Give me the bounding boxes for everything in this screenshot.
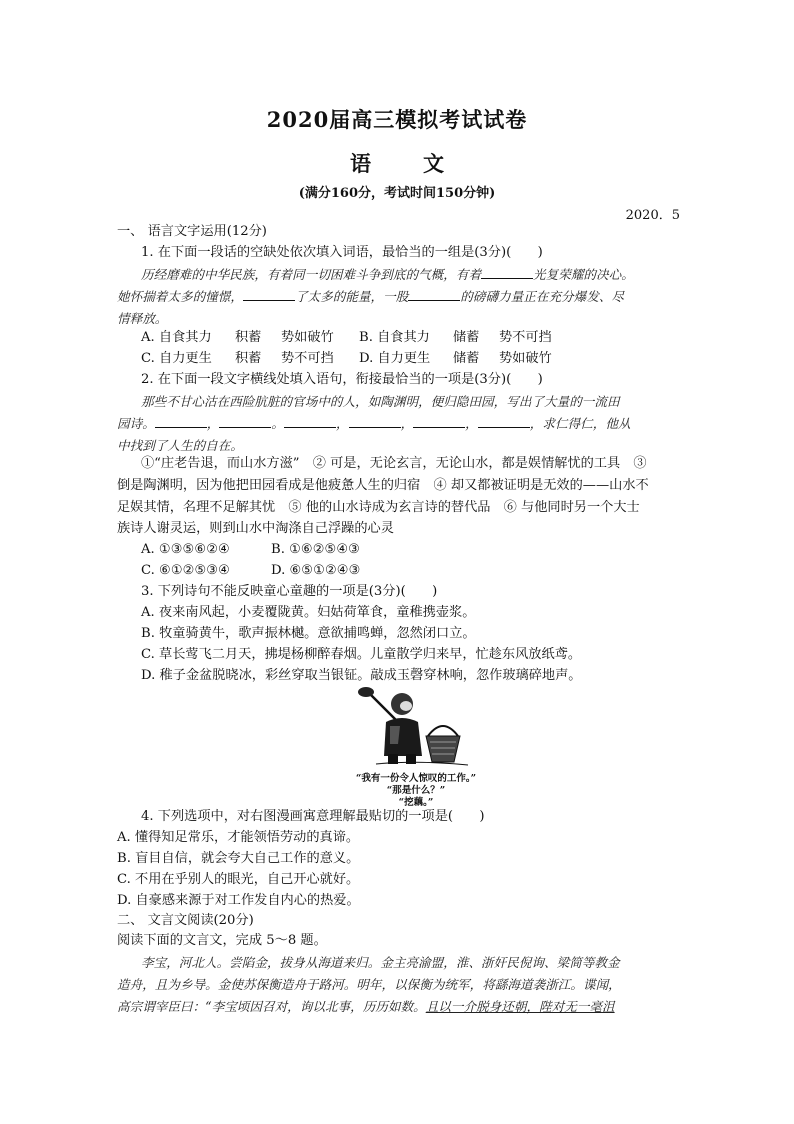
option-c-word-1: C. 自力更生 xyxy=(141,351,212,366)
cartoon-caption-3: “挖藕。” xyxy=(398,797,434,808)
q2-option-a: A. ①③⑤⑥②④ xyxy=(141,542,230,557)
q2-option-d: D. ⑥⑤①②④③ xyxy=(271,563,361,578)
q4-option-c: C. 不用在乎别人的眼光，自己开心就好。 xyxy=(117,872,360,887)
q4-option-d: D. 自豪感来源于对工作发自内心的热爱。 xyxy=(117,893,360,908)
basket-handle xyxy=(428,726,458,736)
q4-option-a: A. 懂得知足常乐，才能领悟劳动的真谛。 xyxy=(117,830,360,845)
exam-title: 2020届高三模拟考试试卷 xyxy=(266,107,528,132)
question-4-stem: 4. 下列选项中，对右图漫画寓意理解最贴切的一项是( ) xyxy=(141,809,485,824)
question-1-passage-line-1: 历经磨难的中华民族，有着同一切困难斗争到底的气概，有着 光复荣耀的决心。 xyxy=(141,267,634,282)
question-2-passage-line-1: 那些不甘心沽在西险肮脏的官场中的人，如陶渊明，便归隐田园，写出了大量的一流田 xyxy=(141,394,620,409)
classical-passage-line-3: 高宗谓宰臣曰：“李宝顷因召对，询以北事，历历如数。且以一介脱身还朝，陛对无一毫沮 xyxy=(117,999,615,1014)
question-2-passage-line-3: 中找到了人生的自在。 xyxy=(117,438,243,453)
cartoon-caption-1: “我有一份令人惊叹的工作。” xyxy=(355,773,477,784)
question-1-passage-line-3: 情释放。 xyxy=(117,311,168,326)
q2-option-c: C. ⑥①②⑤③④ xyxy=(141,563,230,578)
option-b-word-1: B. 自食其力 xyxy=(359,330,430,345)
question-2-options-cd xyxy=(141,561,360,581)
basket xyxy=(426,736,460,762)
option-a-word-2: 积蓄 xyxy=(235,330,262,345)
section-heading-1: 一、 语言文字运用(12分) xyxy=(117,224,267,239)
question-2-passage-line-2: 园诗。 ， 。 ， ， ， ，求仁得仁，他从 xyxy=(117,416,631,431)
cartoon-caption-2: “那是什么？” xyxy=(386,785,446,796)
q3-option-c: C. 草长莺飞二月天，拂堤杨柳醉春烟。儿童散学归来早，忙趁东风放纸鸢。 xyxy=(141,647,582,662)
q3-option-d: D. 稚子金盆脱晓冰，彩丝穿取当银钲。敲成玉磬穿林响，忽作玻璃碎地声。 xyxy=(141,668,582,683)
option-b-word-2: 储蓄 xyxy=(453,330,480,345)
question-1-options-cd xyxy=(141,349,552,369)
subject-title xyxy=(0,148,794,178)
option-a-word-1: A. 自食其力 xyxy=(141,330,212,345)
option-c-word-3: 势不可挡 xyxy=(281,351,334,366)
underlined-sentence: 且以一介脱身还朝，陛对无一毫沮 xyxy=(425,999,615,1014)
q4-option-b: B. 盲目自信，就会夸大自己工作的意义。 xyxy=(117,851,360,866)
option-d-word-1: D. 自力更生 xyxy=(359,351,431,366)
man-body xyxy=(384,718,422,756)
question-1-passage-line-2: 她怀揣着太多的憧憬， 了太多的能量，一股 的磅礴力量正在充分爆发、尽 xyxy=(117,289,624,304)
question-2-options-ab xyxy=(141,540,360,560)
question-2-items-line-1: ①“庄老告退，而山水方滋” ② 可是，无论玄言，无论山水，都是娱情解忧的工具 ③ xyxy=(141,456,647,471)
question-1-options-ab xyxy=(141,328,552,348)
score-line: (满分160分，考试时间150分钟) xyxy=(298,186,496,201)
question-2-stem: 2. 在下面一段文字横线处填入语句，衔接最恰当的一项是(3分)( ) xyxy=(141,372,543,387)
exam-date: 2020．5 xyxy=(625,208,680,223)
q3-option-a: A. 夜来南风起，小麦覆陇黄。妇姑荷箪食，童稚携壶浆。 xyxy=(141,605,476,620)
q3-option-b: B. 牧童骑黄牛，歌声振林樾。意欲捕鸣蝉，忽然闭口立。 xyxy=(141,626,476,641)
q2-option-b: B. ①⑥②⑤④③ xyxy=(271,542,361,557)
man-face xyxy=(400,701,412,711)
question-2-items-line-2: 倒是陶渊明，因为他把田园看成是他疲惫人生的归宿 ④ 却又都被证明是无效的——山水不 xyxy=(117,478,649,493)
classical-passage-line-2: 造舟，且为乡导。金使苏保衡造舟于路河。明年，以保衡为统军，将繇海道袭浙江。谍闻， xyxy=(117,977,621,992)
option-d-word-2: 储蓄 xyxy=(453,351,480,366)
question-2-items-line-4: 族诗人谢灵运，则到山水中淘涤自己浮躁的心灵 xyxy=(117,521,394,536)
question-3-stem: 3. 下列诗句不能反映童心童趣的一项是(3分)( ) xyxy=(141,584,438,599)
subject-char-2: 文 xyxy=(423,151,444,176)
shovel-blade xyxy=(358,687,374,697)
subject-char-1: 语 xyxy=(350,151,371,176)
option-d-word-3: 势如破竹 xyxy=(499,351,552,366)
cartoon-illustration xyxy=(356,686,476,768)
classical-passage-line-1: 李宝，河北人。尝陷金，拔身从海道来归。金主亮渝盟，淮、浙奸民倪询、梁简等教金 xyxy=(141,955,620,970)
question-1-stem: 1. 在下面一段话的空缺处依次填入词语，最恰当的一组是(3分)( ) xyxy=(141,245,543,260)
option-a-word-3: 势如破竹 xyxy=(281,330,334,345)
option-b-word-3: 势不可挡 xyxy=(499,330,552,345)
question-2-items-line-3: 足娱其情，名理不足解其忧 ⑤ 他的山水诗成为玄言诗的替代品 ⑥ 与他同时另一个大士 xyxy=(117,500,640,515)
reading-instruction: 阅读下面的文言文，完成 5～8 题。 xyxy=(117,933,327,948)
option-c-word-2: 积蓄 xyxy=(235,351,262,366)
section-heading-2: 二、 文言文阅读(20分) xyxy=(117,913,254,928)
